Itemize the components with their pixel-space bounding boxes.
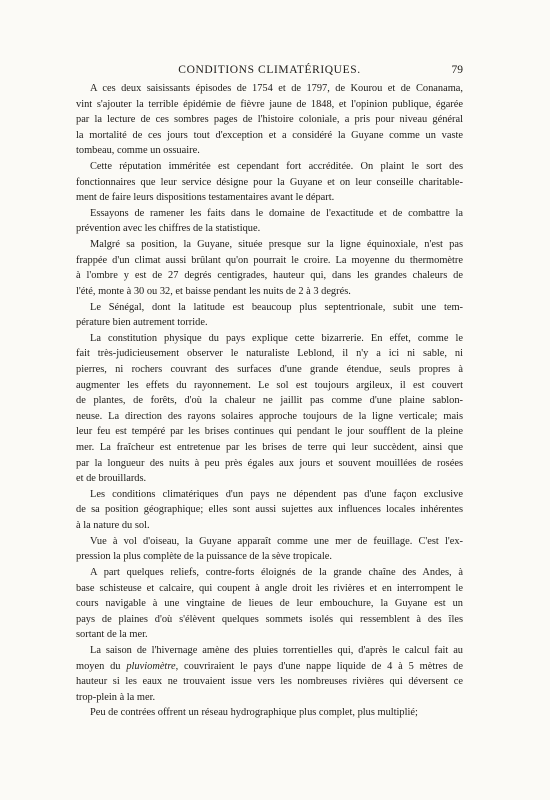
text-line: A part quelques reliefs, contre-forts éloignés de la grande chaîne des Andes, à <box>90 566 463 578</box>
text-line: neuse. La direction des rayons solaires approche toujours de la ligne verticale; mais <box>76 410 463 422</box>
text-line: fonctionnaires que leur service désigne pour la Guyane et on leur conseille charitable- <box>76 176 463 188</box>
text-line: sortant de la mer. <box>76 629 148 641</box>
text-line: pression la plus complète de la puissance de la sève tropicale. <box>76 551 332 563</box>
text-line: mer. La fraîcheur est entretenue par les brises de terre qui leur succèdent, ainsi que <box>76 442 463 454</box>
text-line: de sa position géographique; elles sont aussi sujettes aux influences locales inhérentes <box>76 504 463 516</box>
text-line: et de brouillards. <box>76 473 147 485</box>
text-line: de plantes, de forêts, d'où la chaleur ne jaillit pas comme d'une plaine sablon- <box>76 395 463 407</box>
text-line: frappée d'un climat aussi brûlant qu'on pourrait le croire. La moyenne du thermomètre <box>76 254 463 266</box>
paragraph <box>76 206 463 237</box>
text-line: augmenter les effets du rayonnement. Le sol est toujours argileux, il est couvert <box>76 379 463 391</box>
text-line: tombeau, comme un ossuaire. <box>76 145 200 157</box>
text-line: Les conditions climatériques d'un pays ne dépendent pas d'une façon exclusive <box>90 488 463 500</box>
text-line: prévention avec les chiffres de la statistique. <box>76 223 261 235</box>
text-line: par la longueur des nuits à peu près égales aux jours et souvent mouillées de rosées <box>76 457 463 469</box>
text-line: par la lecture de ces sombres pages de l'histoire coloniale, a pris pour niveau général <box>76 114 463 126</box>
paragraph <box>76 565 463 643</box>
text-line: La constitution physique du pays explique cette bizarrerie. En effet, comme le <box>90 332 463 344</box>
paragraph <box>76 237 463 299</box>
text-line: trop-plein à la mer. <box>76 691 156 703</box>
text-line: cours navigable à une vingtaine de lieues de leur embouchure, la Guyane est un <box>76 598 463 610</box>
paragraph <box>76 300 463 331</box>
text-line: Malgré sa position, la Guyane, située presque sur la ligne équinoxiale, n'est pas <box>90 239 463 251</box>
text-line: pierres, ni rochers couvrant des surfaces d'une grande étendue, seuls propres à <box>76 363 463 375</box>
page-header <box>76 64 463 80</box>
text-line: vint s'ajouter la terrible épidémie de fièvre jaune de 1848, et l'opinion publique, égarée <box>76 98 463 110</box>
text-line: Vue à vol d'oiseau, la Guyane apparaît comme une mer de feuillage. C'est l'ex- <box>90 535 463 547</box>
text-line: leur feu est tempéré par les brises continues qui pendant le jour soufflent de la pleine <box>76 426 463 438</box>
body-text <box>76 81 463 721</box>
text-line: base schisteuse et calcaire, qui coupent à angle droit les rivières et en interrompent le <box>76 582 463 594</box>
text-line: l'été, monte à 30 ou 32, et baisse pendant les nuits de 2 à 3 degrés. <box>76 285 351 297</box>
paragraph <box>76 705 463 721</box>
text-line: fait très-judicieusement observer le naturaliste Leblond, il n'y a ici ni sable, ni <box>76 348 463 360</box>
text-line: la mortalité de ces jours tout d'exception et a considéré la Guyane comme un vaste <box>76 129 463 141</box>
paragraph <box>76 643 463 705</box>
text-line: pérature bien autrement torride. <box>76 317 208 329</box>
text-line: à la nature du sol. <box>76 520 150 532</box>
text-line: Cette réputation imméritée est cependant fort accréditée. On plaint le sort des <box>90 161 463 173</box>
text-line: Le Sénégal, dont la latitude est beaucoup plus septentrionale, subit une tem- <box>90 301 463 313</box>
paragraph <box>76 534 463 565</box>
text-line: Essayons de ramener les faits dans le domaine de l'exactitude et de combattre la <box>90 207 463 219</box>
paragraph <box>76 487 463 534</box>
text-line: ment de faire leurs dispositions testamentaires avant le départ. <box>76 192 335 204</box>
paragraph <box>76 81 463 159</box>
running-title: CONDITIONS CLIMATÉRIQUES. <box>178 64 361 76</box>
italic-term: pluviomètre <box>126 660 176 672</box>
page-number: 79 <box>451 64 463 76</box>
text-line: hauteur si les eaux ne trouvaient issue vers les nombreuses rivières qui déversent ce <box>76 676 463 688</box>
text-line: Peu de contrées offrent un réseau hydrographique plus complet, plus multiplié; <box>90 707 418 719</box>
paragraph <box>76 159 463 206</box>
text-line: moyen du pluviomètre, couvriraient le pays d'une nappe liquide de 4 à 5 mètres de <box>76 660 463 672</box>
text-line: pays de plaines d'où s'élèvent quelques sommets isolés qui ressemblent à des îles <box>76 613 463 625</box>
text-line: à l'ombre y est de 27 degrés centigrades, hauteur qui, dans les grandes chaleurs de <box>76 270 463 282</box>
text-line: A ces deux saisissants épisodes de 1754 et de 1797, de Kourou et de Conanama, <box>90 83 463 94</box>
paragraph <box>76 331 463 487</box>
text-line: La saison de l'hivernage amène des pluies torrentielles qui, d'après le calcul fait au <box>90 644 463 656</box>
